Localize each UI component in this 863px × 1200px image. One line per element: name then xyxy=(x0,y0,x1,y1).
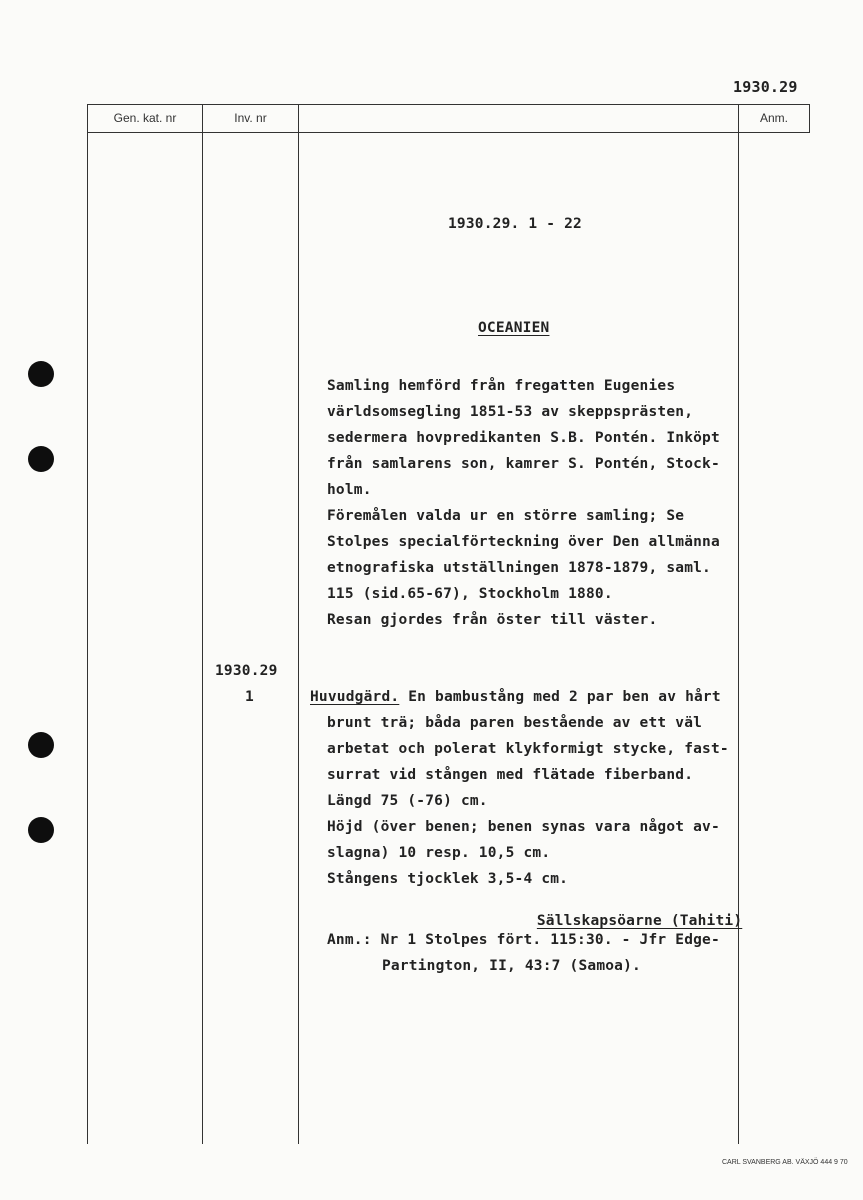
punch-hole xyxy=(28,817,54,843)
printer-footer: CARL SVANBERG AB. VÄXJÖ 444 9 70 xyxy=(722,1159,848,1166)
header-anm: Anm. xyxy=(759,111,788,125)
header-gen-kat-nr: Gen. kat. nr xyxy=(113,111,177,125)
inv-number: 1930.29 xyxy=(215,663,278,679)
item-number: 1 xyxy=(245,689,254,705)
entry-note-line-1: Anm.: Nr 1 Stolpes fört. 115:30. - Jfr Edge- xyxy=(327,932,720,948)
entry-provenance xyxy=(519,897,742,929)
intro-line: 115 (sid.65-67), Stockholm 1880. xyxy=(327,586,613,602)
region-heading: OCEANIEN xyxy=(478,320,550,336)
left-border xyxy=(87,104,88,1144)
intro-line: världsomsegling 1851-53 av skeppsprästen, xyxy=(327,404,694,420)
column-divider-3 xyxy=(738,104,739,1144)
column-divider-2 xyxy=(298,104,299,1144)
punch-hole xyxy=(28,446,54,472)
intro-line: etnografiska utställningen 1878-1879, saml. xyxy=(327,560,711,576)
intro-line: Resan gjordes från öster till väster. xyxy=(327,612,658,628)
intro-line: från samlarens son, kamrer S. Pontén, Stock- xyxy=(327,456,720,472)
entry-title: Huvudgärd. xyxy=(310,689,400,705)
intro-line: Stolpes specialförteckning över Den allmänna xyxy=(327,534,720,550)
entry-line: slagna) 10 resp. 10,5 cm. xyxy=(327,845,551,861)
intro-line: Samling hemförd från fregatten Eugenies xyxy=(327,378,676,394)
entry-note-line-2: Partington, II, 43:7 (Samoa). xyxy=(382,958,641,974)
top-catalogue-number: 1930.29 xyxy=(733,78,798,96)
range-heading: 1930.29. 1 - 22 xyxy=(448,216,582,232)
intro-line: Föremålen valda ur en större samling; Se xyxy=(327,508,685,524)
punch-hole xyxy=(28,732,54,758)
entry-line: brunt trä; båda paren bestående av ett väl xyxy=(327,715,703,731)
header-bottom-rule xyxy=(87,132,810,133)
intro-line: holm. xyxy=(327,482,372,498)
header-inv-nr: Inv. nr xyxy=(234,111,267,125)
entry-line: Stångens tjocklek 3,5-4 cm. xyxy=(327,871,569,887)
provenance-text: Sällskapsöarne (Tahiti) xyxy=(536,913,743,929)
entry-line: Längd 75 (-76) cm. xyxy=(327,793,488,809)
entry-first-line-rest: En bambustång med 2 par ben av hårt xyxy=(399,689,721,705)
punch-hole xyxy=(28,361,54,387)
entry-line: Höjd (över benen; benen synas vara något av- xyxy=(327,819,720,835)
entry-first-line xyxy=(310,689,721,705)
entry-line: surrat vid stången med flätade fiberband. xyxy=(327,767,694,783)
intro-line: sedermera hovpredikanten S.B. Pontén. Inköpt xyxy=(327,430,720,446)
entry-line: arbetat och polerat klykformigt stycke, fast- xyxy=(327,741,729,757)
column-divider-1 xyxy=(202,104,203,1144)
right-border xyxy=(809,104,810,132)
